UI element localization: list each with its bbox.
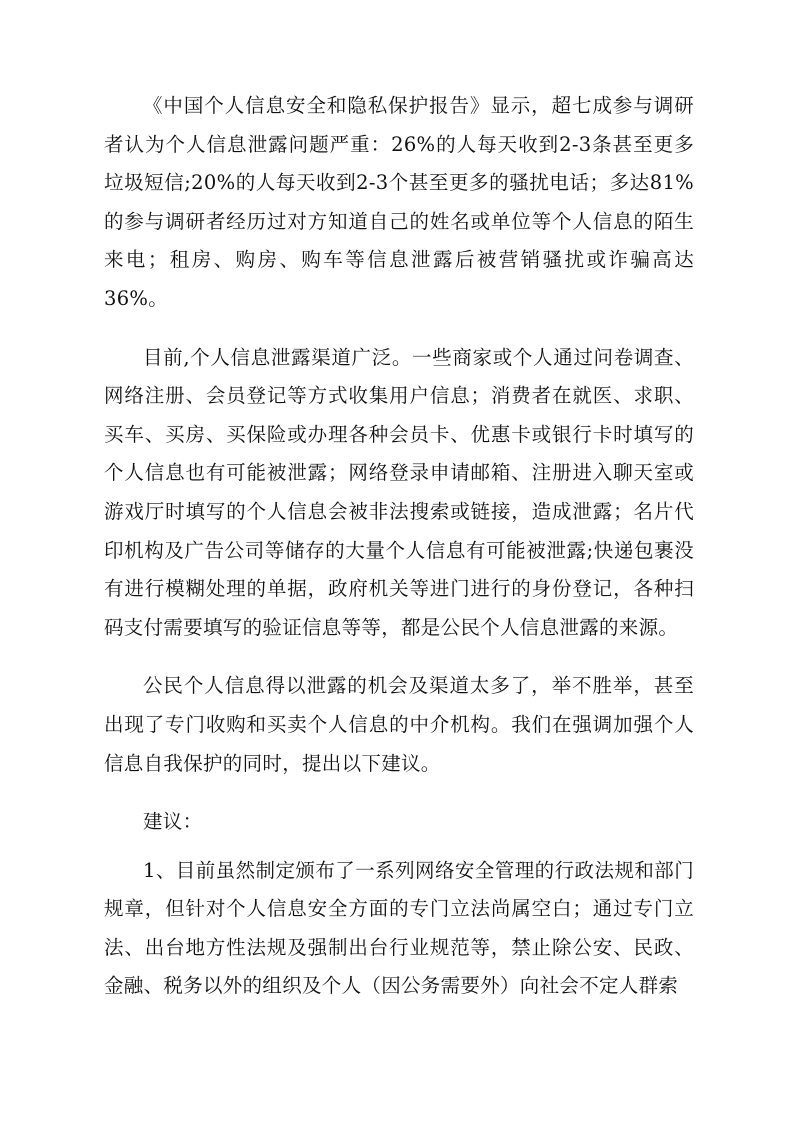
section-heading-suggestions: 建议：	[143, 810, 203, 834]
paragraph-suggestion-1: 1、目前虽然制定颁布了一系列网络安全管理的行政法规和部门规章，但针对个人信息安全方面的专门立法尚属空白；通过专门立法、出台地方性法规及强制出台行业规范等，禁止除公安、民政、金融、税务以外的组织及个人（因公务需要外）向社会不定人群索	[104, 858, 694, 998]
paragraph-intermediaries: 公民个人信息得以泄露的机会及渠道太多了，举不胜举，甚至出现了专门收购和买卖个人信息的中介机构。我们在强调加强个人信息自我保护的同时，提出以下建议。	[104, 674, 694, 775]
document-body	[104, 87, 694, 1026]
paragraph-report-findings: 《中国个人信息安全和隐私保护报告》显示，超七成参与调研者认为个人信息泄露问题严重：26%的人每天收到2-3条甚至更多垃圾短信;20%的人每天收到2-3个甚至更多的骚扰电话；多达81%的参与调研者经历过对方知道自己的姓名或单位等个人信息的陌生来电；租房、购房、购车等信息泄露后被营销骚扰或诈骗高达36%。	[104, 94, 694, 310]
paragraph-leak-channels: 目前,个人信息泄露渠道广泛。一些商家或个人通过问卷调查、网络注册、会员登记等方式收集用户信息；消费者在就医、求职、买车、买房、买保险或办理各种会员卡、优惠卡或银行卡时填写的个人信息也有可能被泄露；网络登录申请邮箱、注册进入聊天室或游戏厅时填写的个人信息会被非法搜索或链接，造成泄露；名片代印机构及广告公司等储存的大量个人信息有可能被泄露;快递包裹没有进行模糊处理的单据，政府机关等进门进行的身份登记，各种扫码支付需要填写的验证信息等等，都是公民个人信息泄露的来源。	[104, 345, 694, 639]
